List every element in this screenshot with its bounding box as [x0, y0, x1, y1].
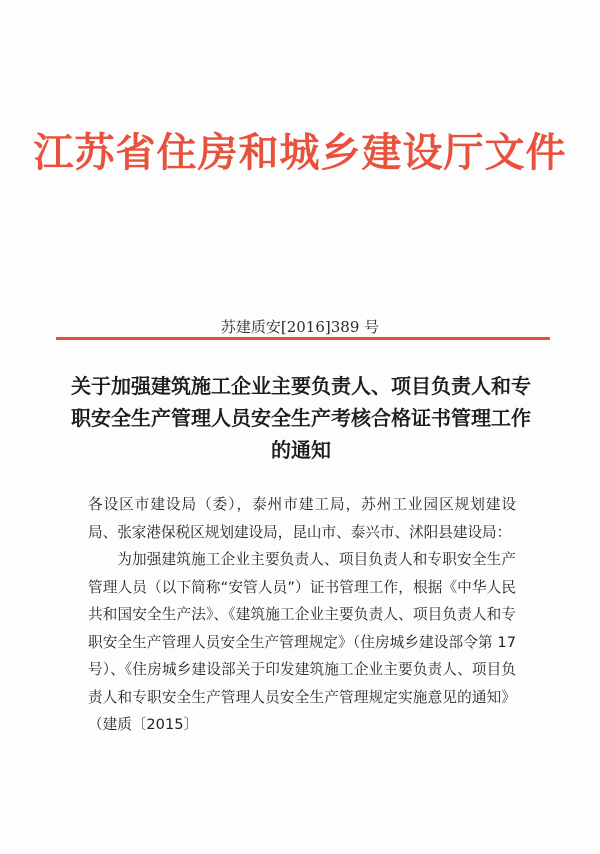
document-number: 苏建质安[2016]389 号 — [220, 318, 380, 336]
body-paragraph: 为加强建筑施工企业主要负责人、项目负责人和专职安全生产管理人员（以下简称“安管人员”）证书管理工作，根据《中华人民共和国安全生产法》、《建筑施工企业主要负责人、项目负责人和专职安全生产管理人员安全生产管理规定》（住房城乡建设部令第 17 号）、《住房城乡建设部关于印发建筑施工企业主要负责人、项目负责人和专职安全生产管理人员安全生产管理规定实施意见的通知》（建质〔2015〕 — [88, 551, 516, 733]
document-body — [88, 491, 516, 739]
recipients-paragraph: 各设区市建设局（委），泰州市建工局，苏州工业园区规划建设局、张家港保税区规划建设局，昆山市、泰兴市、沭阳县建设局： — [88, 496, 516, 541]
notice-title: 关于加强建筑施工企业主要负责人、项目负责人和专职安全生产管理人员安全生产考核合格证书管理工作的通知 — [71, 374, 531, 462]
header-divider-rule — [56, 337, 550, 340]
document-header-title: 江苏省住房和城乡建设厅文件 — [33, 129, 567, 176]
